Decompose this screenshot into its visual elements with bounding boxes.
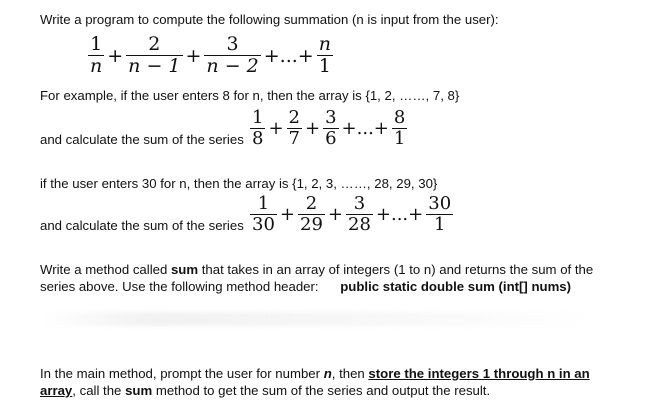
series-example-30: $\frac{1}{30}$ + $\frac{2}{29}$ + $\frac{3}{28}$ +...+ $\frac{30}{1}$: [252, 193, 452, 236]
n-variable: n: [323, 366, 332, 381]
fraction-1-over-8: $\frac{1}{8}$: [252, 107, 264, 150]
intro-text: Write a program to compute the following summation (n is input from the user):: [40, 12, 499, 27]
method-desc-line-1: Write a method called sum that takes in an array of integers (1 to n) and returns the sum of the: [40, 262, 594, 277]
store-integers-instruction: store the integers 1 through n in an: [368, 366, 590, 381]
fraction-3-over-6: $\frac{3}{6}$: [325, 107, 337, 150]
sum-method-keyword: sum: [125, 383, 153, 398]
array-keyword: array: [40, 383, 73, 398]
fraction-30-over-1: $\frac{30}{1}$: [428, 193, 452, 236]
main-desc-line-1: In the main method, prompt the user for number n, then store the integers 1 through n in an: [40, 366, 590, 381]
fraction-8-over-1: $\frac{8}{1}$: [393, 107, 406, 150]
method-desc-line-2: series above. Use the following method header: public static double sum (int[] nums): [40, 279, 572, 294]
fraction-term-3: $\frac{3}{n - 2}$: [206, 33, 259, 78]
example-30-calc-label: and calculate the sum of the series: [40, 218, 244, 233]
summation-formula: $\frac{1}{n}$ + $\frac{2}{n - 1}$ + $\frac{3}{n - 2}$ +...+ $\frac{n}{1}$: [90, 33, 331, 78]
fraction-term-n: $\frac{n}{1}$: [318, 33, 331, 78]
fraction-1-over-30: $\frac{1}{30}$: [252, 193, 275, 236]
fraction-3-over-28: $\frac{3}{28}$: [348, 193, 371, 236]
method-header: public static double sum (int[] nums): [340, 279, 572, 294]
example-8-calc-label: and calculate the sum of the series: [40, 132, 244, 147]
series-example-8: $\frac{1}{8}$ + $\frac{2}{7}$ + $\frac{3}{6}$ +...+ $\frac{8}{1}$: [252, 107, 406, 150]
faded-text-region: [40, 312, 600, 326]
fraction-2-over-7: $\frac{2}{7}$: [288, 107, 300, 150]
example-30-text: if the user enters 30 for n, then the array is {1, 2, 3, ……, 28, 29, 30}: [40, 176, 438, 191]
sum-keyword: sum: [170, 262, 199, 277]
fraction-term-2: $\frac{2}{n - 1}$: [128, 33, 181, 78]
main-desc-line-2: array, call the sum method to get the sum of the series and output the result.: [40, 383, 491, 398]
fraction-term-1: $\frac{1}{n}$: [90, 33, 103, 78]
example-8-text: For example, if the user enters 8 for n, then the array is {1, 2, ……, 7, 8}: [40, 88, 460, 103]
fraction-2-over-29: $\frac{2}{29}$: [300, 193, 323, 236]
